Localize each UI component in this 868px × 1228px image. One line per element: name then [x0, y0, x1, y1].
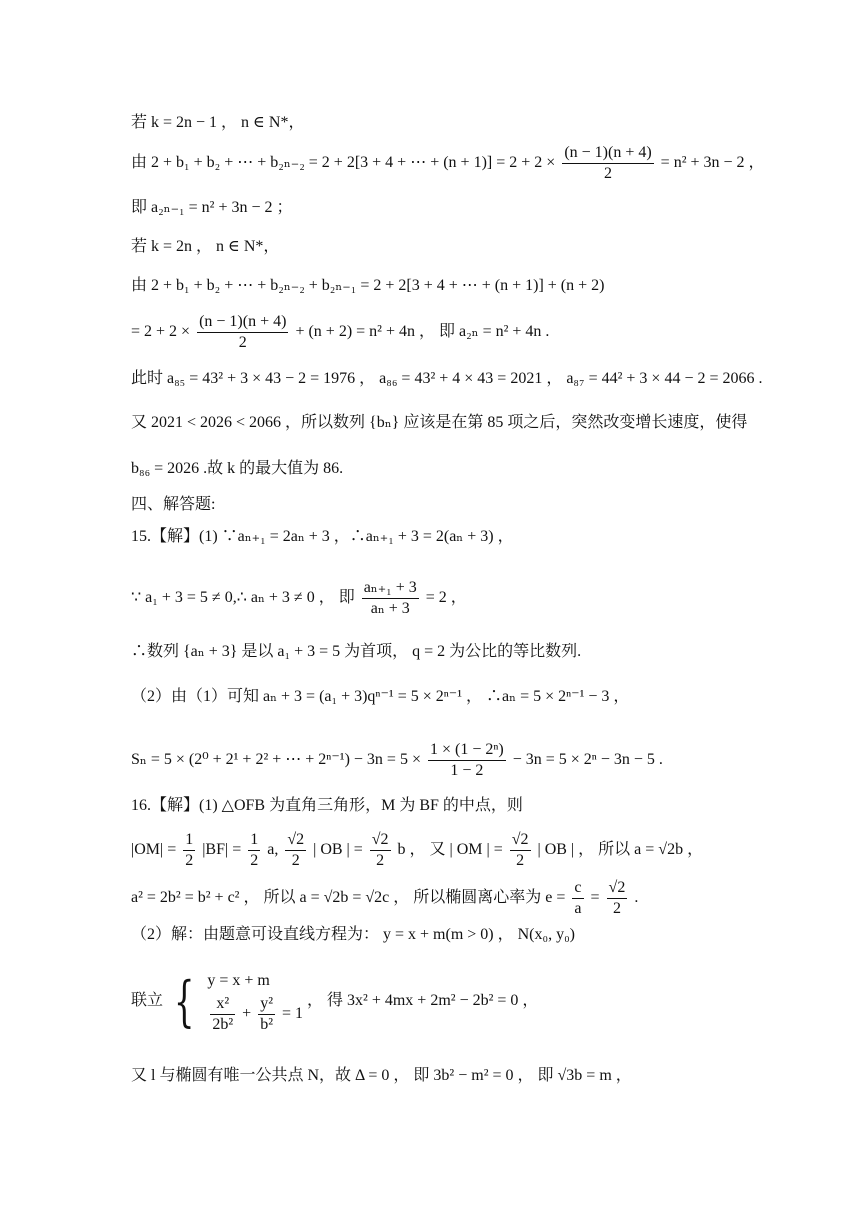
comparison-line: 又 2021 < 2026 < 2066 ，所以数列 {bₙ} 应该是在第 85 项之后，突然改变增长速度，使得	[131, 414, 748, 431]
ratio-line	[131, 578, 467, 619]
eccentricity-head: a² = 2b² = b² + c² ， 所以 a = √2b = √2c ， 所以椭圆离心率为 e =	[131, 889, 566, 907]
sum-odd-expression: 由 2 + b₁ + b₂ + ⋯ + b₂ₙ₋₂ = 2 + 2[3 + 4 + ⋯ + (n + 1)] = 2 + 2 ×	[131, 154, 556, 172]
fraction-denominator: 2	[185, 852, 194, 869]
problem-15-part2: （2）由（1）可知 aₙ + 3 = (a₁ + 3)qⁿ⁻¹ = 5 × 2ⁿ⁻¹ ， ∴aₙ = 5 × 2ⁿ⁻¹ − 3 ，	[131, 688, 630, 705]
system-line	[131, 968, 538, 1035]
om-expr-b: |BF| =	[202, 841, 242, 859]
sum-even-result-line	[131, 312, 549, 353]
fraction-c-over-a	[572, 878, 583, 919]
system-result: ， 得 3x² + 4mx + 2m² − 2b² = 0 ，	[307, 992, 539, 1010]
fraction-numerator: aₙ₊₁ + 3	[362, 578, 419, 599]
max-k-conclusion: b₈₆ = 2026 .故 k 的最大值为 86.	[131, 460, 344, 477]
problem-15-part1: 15.【解】(1) ∵aₙ₊₁ = 2aₙ + 3 ，∴aₙ₊₁ + 3 = 2(aₙ + 3) ，	[131, 528, 514, 545]
fraction-denominator: 2	[516, 852, 525, 869]
system-eq2	[207, 994, 303, 1035]
geometric-sequence-conclusion: ∴数列 {aₙ + 3} 是以 a₁ + 3 = 5 为首项， q = 2 为公比的等比数列.	[131, 643, 582, 660]
eccentricity-equals: =	[590, 889, 600, 907]
sum-odd-result: = n² + 3n − 2 ，	[660, 154, 765, 172]
sum-even-head: = 2 + 2 ×	[131, 323, 191, 341]
om-expr-e: b ， 又 | OM | =	[397, 841, 503, 859]
fraction-numerator: 1	[183, 830, 195, 851]
fraction-numerator: √2	[285, 830, 306, 851]
sum-odd-fraction	[562, 143, 653, 184]
fraction-numerator: √2	[607, 878, 628, 899]
fraction-denominator: aₙ + 3	[370, 600, 410, 617]
odd-term-formula: 即 a₂ₙ₋₁ = n² + 3n − 2 ；	[131, 199, 293, 216]
plus-sign: +	[242, 1005, 252, 1023]
sum-odd-line	[131, 143, 765, 184]
case-k-even: 若 k = 2n ， n ∈ N*，	[131, 238, 280, 255]
ratio-tail: = 2 ，	[425, 589, 467, 607]
ratio-head: ∵ a₁ + 3 = 5 ≠ 0,∴ aₙ + 3 ≠ 0 ， 即	[131, 589, 355, 607]
discriminant-line: 又 l 与椭圆有唯一公共点 N，故 Δ = 0 ， 即 3b² − m² = 0 ， 即 √3b = m ，	[131, 1067, 632, 1084]
fraction-numerator: x²	[210, 994, 235, 1015]
sum-even-line: 由 2 + b₁ + b₂ + ⋯ + b₂ₙ₋₂ + b₂ₙ₋₁ = 2 + 2[3 + 4 + ⋯ + (n + 1)] + (n + 2)	[131, 277, 605, 294]
fraction-numerator: (n − 1)(n + 4)	[562, 143, 653, 164]
problem-16-part1: 16.【解】(1) △OFB 为直角三角形，M 为 BF 的中点，则	[131, 797, 523, 814]
fraction-numerator: 1	[248, 830, 260, 851]
system-eq1: y = x + m	[207, 972, 270, 989]
om-length-line	[131, 830, 703, 871]
eccentricity-end: .	[634, 889, 639, 907]
sum-sn-tail: − 3n = 5 × 2ⁿ − 3n − 5 .	[512, 751, 663, 769]
fraction-numerator: c	[572, 878, 583, 899]
fraction-numerator: y²	[258, 994, 275, 1015]
fraction-numerator: (n − 1)(n + 4)	[197, 312, 288, 333]
sum-sn-head: Sₙ = 5 × (2⁰ + 2¹ + 2² + ⋯ + 2ⁿ⁻¹) − 3n = 5 ×	[131, 751, 421, 769]
equals-one: = 1	[282, 1005, 304, 1023]
sum-even-fraction	[197, 312, 288, 353]
om-expr-a: |OM| =	[131, 841, 177, 859]
problem-16-part2: （2）解：由题意可设直线方程为： y = x + m(m > 0) ， N(x₀, y₀)	[131, 926, 575, 943]
term-values-line: 此时 a₈₅ = 43² + 3 × 43 − 2 = 1976 ， a₈₆ = 43² + 4 × 43 = 2021 ， a₈₇ = 44² + 3 × 44 − 2 = 2066 .	[131, 370, 763, 387]
fraction-x2-over-2b2	[210, 994, 235, 1035]
om-expr-d: | OB | =	[313, 841, 363, 859]
om-expr-c: a,	[267, 841, 279, 859]
fraction-denominator: 2	[603, 165, 612, 182]
equation-system	[207, 968, 303, 1035]
fraction-denominator: b²	[260, 1016, 273, 1033]
fraction-denominator: 2	[238, 334, 247, 351]
fraction-numerator: √2	[510, 830, 531, 851]
section-heading: 四、解答题:	[131, 496, 216, 513]
fraction-denominator: 2b²	[212, 1016, 234, 1033]
fraction-denominator: 1 − 2	[450, 762, 484, 779]
case-k-odd: 若 k = 2n − 1 ， n ∈ N*，	[131, 114, 305, 131]
sum-sn-line	[131, 740, 663, 781]
fraction-numerator: 1 × (1 − 2ⁿ)	[428, 740, 506, 761]
fraction-root2-over-2	[510, 830, 531, 871]
left-brace-icon: {	[173, 969, 195, 1033]
fraction-denominator: 2	[612, 900, 621, 917]
fraction-denominator: 2	[376, 852, 385, 869]
om-expr-f: | OB | ， 所以 a = √2b ，	[537, 841, 704, 859]
sum-even-tail: + (n + 2) = n² + 4n ， 即 a₂ₙ = n² + 4n .	[295, 323, 550, 341]
ratio-fraction	[362, 578, 419, 619]
fraction-half	[248, 830, 260, 871]
sum-sn-fraction	[428, 740, 506, 781]
eccentricity-line	[131, 878, 638, 919]
system-lead: 联立	[131, 992, 164, 1010]
fraction-half	[183, 830, 195, 871]
fraction-denominator: a	[574, 900, 582, 917]
fraction-denominator: 2	[291, 852, 300, 869]
fraction-numerator: √2	[370, 830, 391, 851]
fraction-root2-over-2	[370, 830, 391, 871]
fraction-y2-over-b2	[258, 994, 275, 1035]
fraction-denominator: 2	[250, 852, 259, 869]
fraction-root2-over-2	[607, 878, 628, 919]
fraction-root2-over-2	[285, 830, 306, 871]
